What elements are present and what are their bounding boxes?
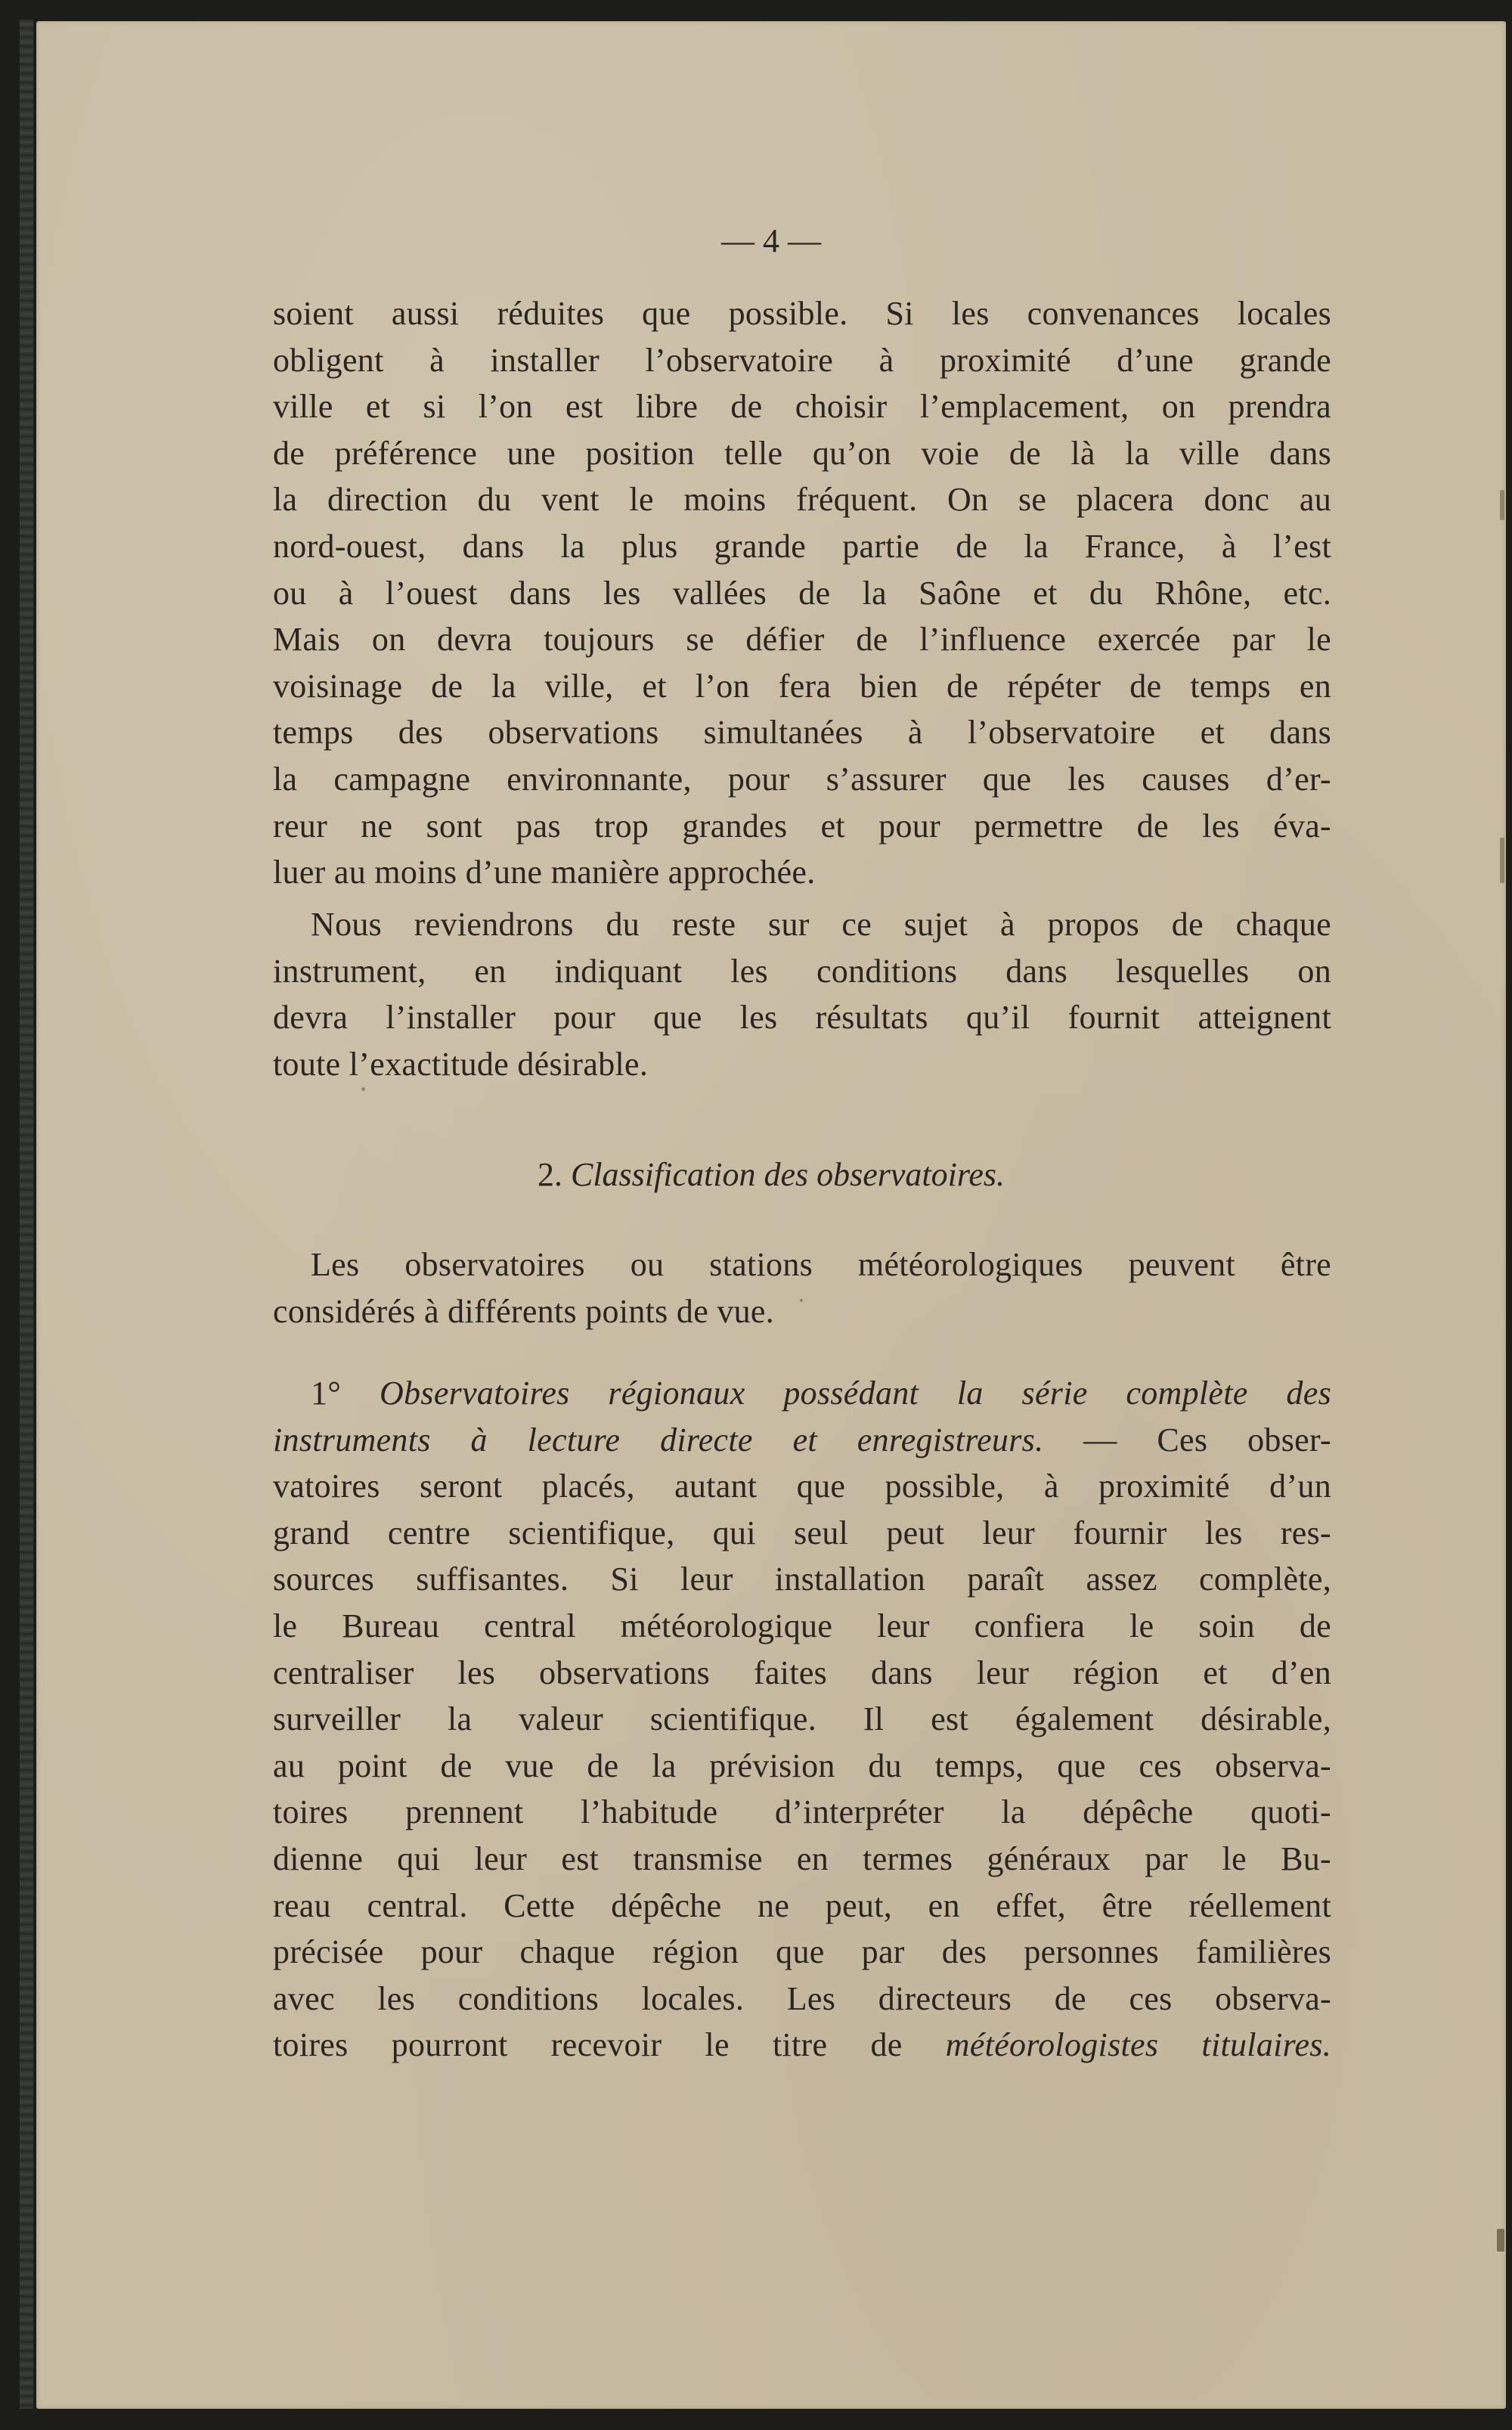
text-run: toires pourront recevoir le titre de bbox=[273, 2026, 946, 2064]
text-line: Les observatoires ou stations météorologiques peuvent être bbox=[311, 1246, 1331, 1283]
page-number: — 4 — bbox=[721, 222, 821, 259]
text-line bbox=[273, 2022, 1331, 2069]
text-line: de préférence une position telle qu’on voie de là la ville dans bbox=[273, 434, 1331, 472]
text-line: reau central. Cette dépêche ne peut, en effet, être réellement bbox=[273, 1886, 1331, 1924]
text-line: reur ne sont pas trop grandes et pour permettre de les éva- bbox=[273, 807, 1331, 845]
scanned-page bbox=[36, 21, 1506, 2409]
item-number: 1° bbox=[311, 1375, 342, 1412]
text-line: voisinage de la ville, et l’on fera bien de répéter de temps en bbox=[273, 667, 1331, 705]
text-line: grand centre scientifique, qui seul peut leur fournir les res- bbox=[273, 1514, 1331, 1551]
text-line: luer au moins d’une manière approchée. bbox=[273, 854, 816, 891]
paragraph-4 bbox=[273, 1370, 1331, 2069]
text-line: obligent à installer l’observatoire à proximité d’une grande bbox=[273, 341, 1331, 379]
text-line: avec les conditions locales. Les directeurs de ces observa- bbox=[273, 1979, 1331, 2017]
text-line bbox=[273, 1417, 1331, 1464]
paragraph-1 bbox=[273, 290, 1331, 896]
text-line: dienne qui leur est transmise en termes généraux par le Bu- bbox=[273, 1840, 1331, 1877]
section-number: 2. bbox=[537, 1156, 562, 1193]
text-line: nord-ouest, dans la plus grande partie de la France, à l’est bbox=[273, 527, 1331, 565]
text-line: devra l’installer pour que les résultats qu’il fournit atteignent bbox=[273, 999, 1331, 1037]
text-line: ou à l’ouest dans les vallées de la Saône et du Rhône, etc. bbox=[273, 574, 1331, 612]
book-binding-edge bbox=[20, 20, 33, 2409]
text-line: temps des observations simultanées à l’observatoire et dans bbox=[273, 714, 1331, 752]
text-line: considérés à différents points de vue. bbox=[273, 1292, 775, 1330]
text-line: la campagne environnante, pour s’assurer que les causes d’er- bbox=[273, 760, 1331, 798]
text-line: au point de vue de la prévision du temps, que ces observa- bbox=[273, 1747, 1331, 1784]
text-line: vatoires seront placés, autant que possible, à proximité d’un bbox=[273, 1468, 1331, 1505]
text-line: la direction du vent le moins fréquent. On se placera donc au bbox=[273, 481, 1331, 519]
text-line: précisée pour chaque région que par des personnes familières bbox=[273, 1933, 1331, 1971]
section-title: Classification des observatoires. bbox=[570, 1156, 1005, 1193]
page-edge-mark bbox=[1500, 838, 1504, 883]
text-line: toires prennent l’habitude d’interpréter la dépêche quoti- bbox=[273, 1793, 1331, 1831]
section-heading bbox=[36, 1155, 1506, 1194]
italic-lead: Observatoires régionaux possédant la série complète des bbox=[380, 1375, 1331, 1412]
page-edge-mark bbox=[1500, 490, 1504, 520]
italic-lead: instruments à lecture directe et enregistreurs. bbox=[273, 1421, 1044, 1458]
text-line: surveiller la valeur scientifique. Il est également désirable, bbox=[273, 1700, 1331, 1738]
text-line: ville et si l’on est libre de choisir l’emplacement, on prendra bbox=[273, 388, 1331, 426]
paper-speck bbox=[361, 1087, 365, 1091]
text-line: soient aussi réduites que possible. Si les convenances locales bbox=[273, 295, 1331, 332]
text-line: instrument, en indiquant les conditions dans lesquelles on bbox=[273, 952, 1331, 990]
paragraph-3 bbox=[273, 1241, 1331, 1334]
text-line: Nous reviendrons du reste sur ce sujet à propos de chaque bbox=[311, 906, 1331, 943]
text-line: centraliser les observations faites dans leur région et d’en bbox=[273, 1654, 1331, 1691]
text-line bbox=[273, 1370, 1331, 1417]
page-edge-mark bbox=[1497, 2229, 1504, 2252]
text-line: toute l’exactitude désirable. bbox=[273, 1045, 649, 1083]
text-run: — Ces obser- bbox=[1043, 1421, 1331, 1458]
text-line: sources suffisantes. Si leur installation paraît assez complète, bbox=[273, 1561, 1331, 1598]
text-line: Mais on devra toujours se défier de l’influence exercée par le bbox=[273, 621, 1331, 659]
paragraph-2 bbox=[273, 901, 1331, 1087]
paper-speck bbox=[800, 1299, 803, 1302]
italic-title: météorologistes titulaires. bbox=[945, 2026, 1331, 2064]
text-line: le Bureau central météorologique leur confiera le soin de bbox=[273, 1607, 1331, 1644]
